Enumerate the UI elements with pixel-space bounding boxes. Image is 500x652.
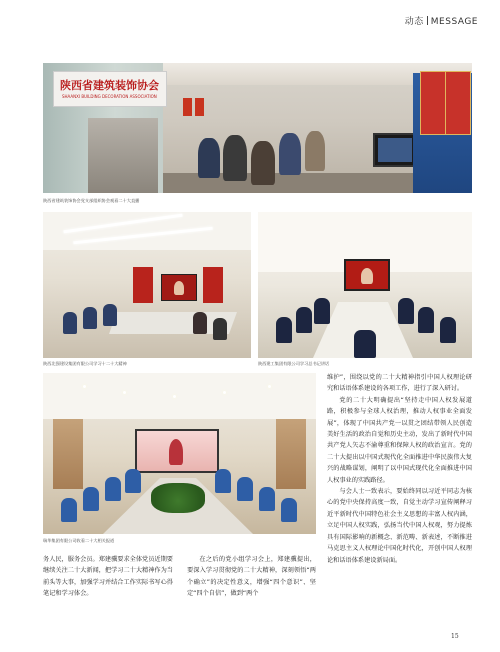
photo-tv-screen: [161, 274, 197, 301]
article-paragraph: 在之后的党小组学习会上，郑建骥提出，要深入学习贯彻党的二十大精神，深刻领悟“两个确立”的决定性意义，增强“四个意识”、坚定“四个自信”，做到“两个: [187, 556, 316, 598]
section-header: [405, 14, 478, 27]
ceiling-light: [223, 391, 226, 394]
article-paragraph: 务人民，服务会员。郑建骥要求全体党员近期要继续关注二十大新闻，把学习二十大精神作为当前头等大事，加强学习并结合工作实际书写心得笔记和学习体会。: [43, 556, 173, 598]
article-paragraph: 与会人士一致表示，要始终同以习近平同志为核心的党中央保持高度一致，自觉主动学习宣传阐释习近平新时代中国特色社会主义思想的丰富人权内涵，立足中国人权实践，弘扬当代中国人权观，努力提炼具有国际影响的新概念、新范畴、新表述，不断推进马克思主义人权理论中国化时代化，开创中国人权理论和话语体系建设新局面。: [327, 488, 472, 564]
photo-attendee: [213, 318, 227, 340]
photo-red-banner: [203, 267, 223, 303]
header-divider: [427, 16, 428, 25]
photo-attendee: [418, 307, 434, 333]
photo-attendee: [237, 477, 253, 501]
photo-attendee: [440, 317, 456, 343]
photo-attendee: [296, 307, 312, 333]
photo-attendee: [259, 487, 275, 511]
photo-attendee: [314, 298, 330, 324]
photo-attendee: [305, 131, 325, 171]
photo-caption: 瑞华集团有限公司收看二十大相关报道: [43, 538, 115, 543]
photo-beiqiang-meeting: [43, 212, 251, 358]
ceiling-light: [173, 395, 176, 398]
photo-red-panel: [183, 98, 192, 116]
photo-attendee: [63, 312, 77, 334]
section-title-cn: 动态: [404, 17, 424, 27]
section-title-en: MESSAGE: [430, 17, 478, 27]
photo-ruihua-broadcast: [43, 373, 316, 534]
photo-attendee: [105, 477, 121, 501]
photo-red-board: [420, 71, 446, 135]
photo-attendee: [223, 135, 247, 181]
photo-attendee: [354, 330, 376, 358]
photo-attendee: [83, 307, 97, 329]
article-paragraph: 党的二十大明确提出“坚持走中国人权发展道路，积极参与全球人权治理，推动人权事业全面发展”，体现了中国共产党一以贯之团结带领人民创造美好生活的政治自觉和历史主动，发出了新时代中国共产党人矢志不渝尊重和保障人权的政治宣言。党的二十大提出以中国式现代化全面推进中华民族伟大复兴的战略谋划，阐明了以中国式现代化全面推进中国人权事业的实践路径。: [327, 396, 472, 484]
signboard-name-en: SHAANXI BUILDING DECORATION ASSOCIATION: [62, 94, 157, 99]
photo-table-plants: [151, 483, 205, 513]
photo-attendee: [215, 469, 231, 493]
photo-caption: 陕西建工集团有限公司学习总书记讲话: [258, 361, 330, 366]
article-right-column: [327, 372, 472, 566]
photo-attendee: [251, 141, 275, 185]
article-middle-column: [187, 554, 316, 600]
photo-attendee: [61, 498, 77, 522]
article-left-column: [43, 554, 173, 600]
photo-red-banner: [133, 267, 153, 303]
photo-tv-screen: [135, 429, 219, 473]
photo-wood-panel: [53, 419, 83, 489]
photo-attendee: [198, 138, 220, 178]
signboard-name-cn: 陕西省建筑装饰协会: [60, 79, 159, 92]
ceiling-light: [83, 385, 86, 388]
photo-attendee: [103, 304, 117, 326]
association-signboard: [53, 71, 167, 107]
photo-attendee: [281, 498, 297, 522]
photo-attendee: [276, 317, 292, 343]
photo-cabinet: [88, 118, 158, 193]
photo-red-panel: [195, 98, 204, 116]
photo-shaanxi-construction-meeting: [258, 212, 472, 358]
photo-tv-screen: [373, 133, 417, 167]
photo-wood-panel: [276, 419, 306, 489]
page-number: 15: [451, 633, 459, 640]
photo-attendee: [125, 469, 141, 493]
photo-red-board: [445, 71, 471, 135]
photo-association-livestream: [43, 63, 472, 193]
photo-attendee: [193, 312, 207, 334]
photo-attendee: [279, 133, 301, 175]
photo-caption: 陕西省建筑装饰协会党支部组织协会观看二十大直播: [43, 198, 140, 203]
article-paragraph: 维护”，围绕以党的二十大精神指引中国人权理论研究和话语体系建设的各项工作，进行了深入研讨。: [327, 374, 472, 393]
ceiling-light: [268, 385, 271, 388]
ceiling-light: [123, 391, 126, 394]
photo-attendee: [398, 298, 414, 324]
photo-caption: 陕西北强建设集团有限公司学习十二十大精神: [43, 361, 127, 366]
photo-ceiling: [43, 373, 316, 419]
photo-attendee: [83, 487, 99, 511]
photo-tv-screen: [344, 259, 390, 291]
